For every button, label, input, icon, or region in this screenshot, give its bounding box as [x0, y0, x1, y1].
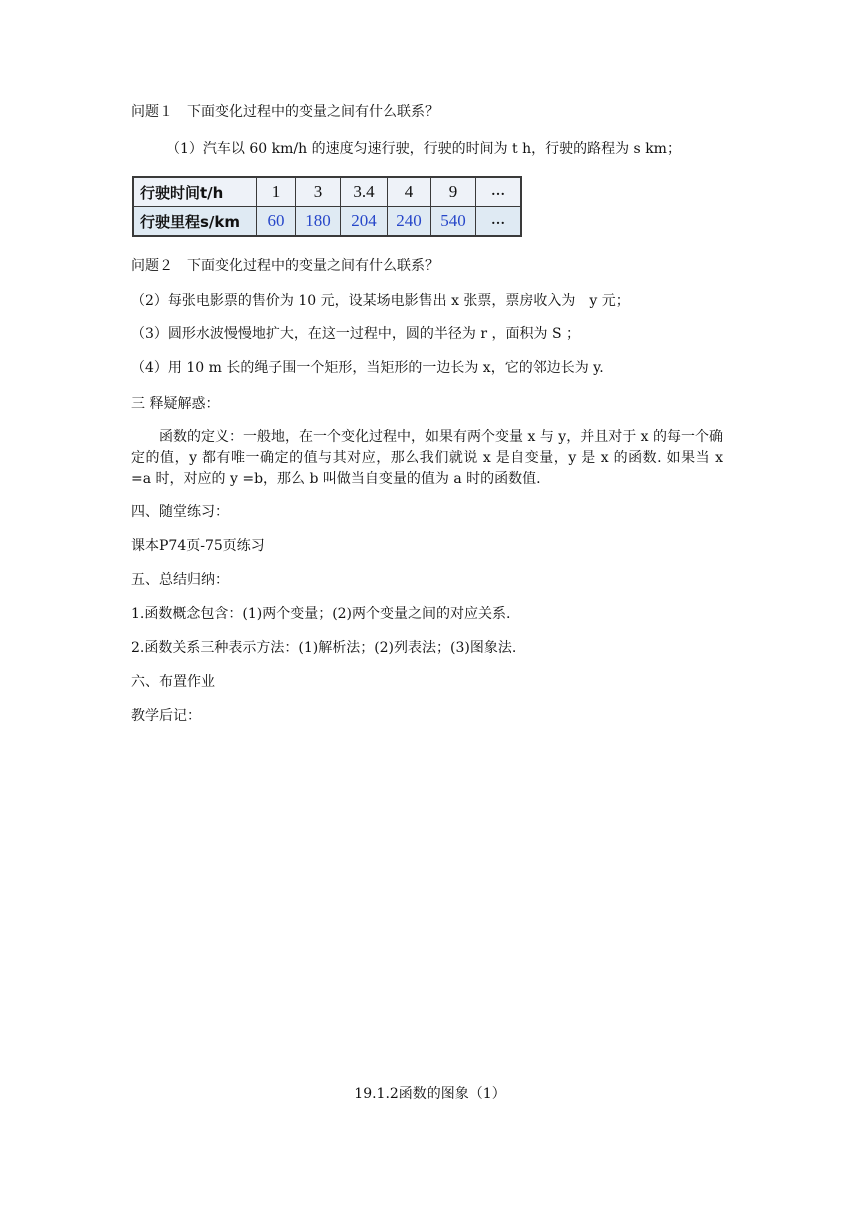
time-cell: 9	[431, 177, 476, 207]
distance-cell-ellipsis: …	[476, 207, 522, 237]
time-row	[133, 177, 521, 207]
section-3-heading: 三 释疑解惑：	[131, 396, 220, 412]
section-4-content: 课本P74页-75页练习	[131, 538, 265, 554]
time-cell-ellipsis: …	[476, 177, 522, 207]
distance-cell: 60	[257, 207, 296, 237]
section-4-heading: 四、随堂练习：	[131, 504, 229, 520]
time-cell: 3.4	[341, 177, 388, 207]
speed-table	[132, 176, 522, 237]
question-2-item-4: （4）用 10 m 长的绳子围一个矩形，当矩形的一边长为 x，它的邻边长为 y.	[131, 360, 604, 376]
section-5-heading: 五、总结归纳：	[131, 572, 229, 588]
function-definition: 函数的定义：一般地，在一个变化过程中，如果有两个变量 x 与 y，并且对于 x 的每一个确定的值，y 都有唯一确定的值与其对应，那么我们就说 x 是自变量，y 是 x 的函数. 如果当 x =a 时，对应的 y =b，那么 b 叫做当自变量的值为 a 时的函数值.	[131, 429, 723, 487]
question-2-item-2: （2）每张电影票的售价为 10 元，设某场电影售出 x 张票，票房收入为 y 元；	[131, 293, 630, 309]
time-cell: 4	[388, 177, 431, 207]
time-cell: 1	[257, 177, 296, 207]
question-1-title: 问题１ 下面变化过程中的变量之间有什么联系？	[131, 104, 439, 120]
distance-row	[133, 207, 521, 237]
distance-cell: 540	[431, 207, 476, 237]
afterword-label: 教学后记：	[131, 708, 201, 724]
distance-cell: 180	[296, 207, 341, 237]
section-6-heading: 六、布置作业	[131, 674, 215, 690]
distance-row-header: 行驶里程s/km	[133, 207, 257, 237]
question-2-title: 问题２ 下面变化过程中的变量之间有什么联系？	[131, 258, 439, 274]
question-1-item-1: （1）汽车以 60 km/h 的速度匀速行驶，行驶的时间为 t h，行驶的路程为 s km；	[166, 141, 681, 157]
summary-point-2: 2.函数关系三种表示方法：(1)解析法；(2)列表法；(3)图象法.	[131, 640, 517, 656]
time-row-header: 行驶时间t/h	[133, 177, 257, 207]
distance-cell: 204	[341, 207, 388, 237]
question-2-item-3: （3）圆形水波慢慢地扩大，在这一过程中，圆的半径为 r ，面积为 S ；	[131, 326, 580, 342]
distance-cell: 240	[388, 207, 431, 237]
time-cell: 3	[296, 177, 341, 207]
summary-point-1: 1.函数概念包含：(1)两个变量；(2)两个变量之间的对应关系.	[131, 606, 511, 622]
next-section-title: 19.1.2函数的图象（1）	[354, 1086, 506, 1102]
